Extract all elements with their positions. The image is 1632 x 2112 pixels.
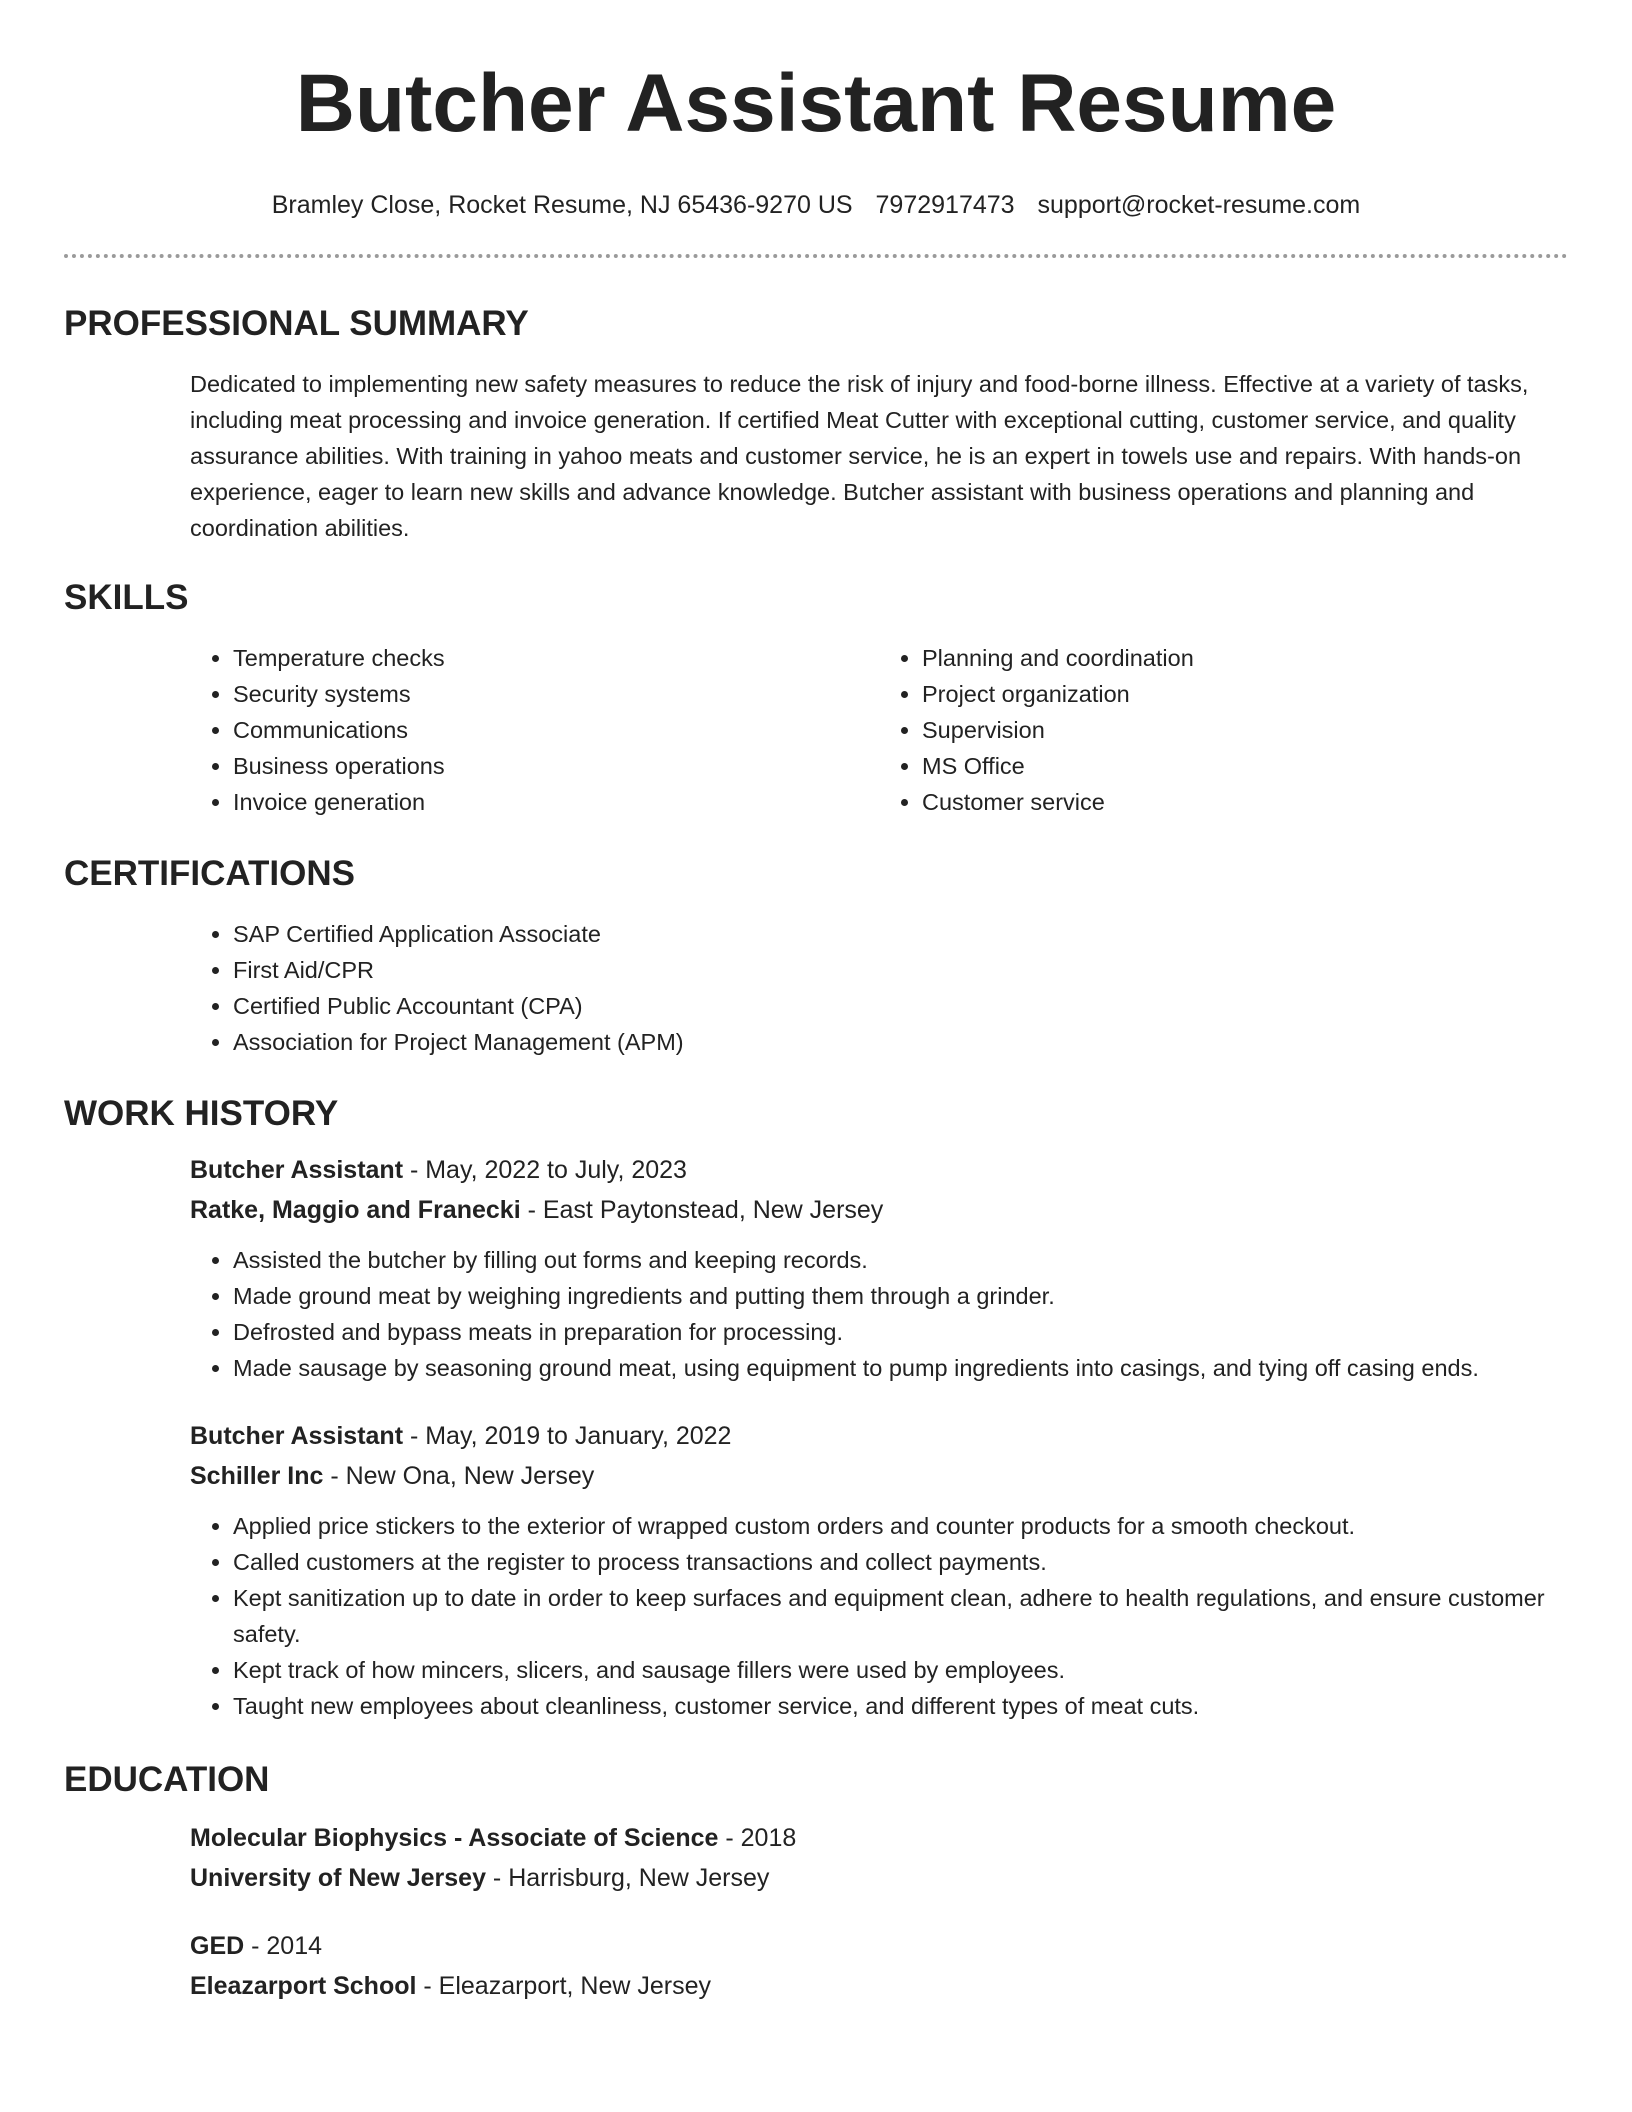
certifications-heading: CERTIFICATIONS (64, 854, 356, 893)
header-divider (64, 254, 1568, 258)
job-bullet: • Defrosted and bypass meats in preparation for processing. (233, 1314, 1568, 1350)
skill-item: • Planning and coordination (922, 640, 1568, 676)
skill-item: • Customer service (922, 784, 1568, 820)
job-company-line (190, 1190, 1568, 1230)
certification-item: • SAP Certified Application Associate (233, 916, 1568, 952)
job-entry (190, 1150, 1568, 1386)
skill-item: • Security systems (233, 676, 879, 712)
job-bullets (190, 1508, 1568, 1724)
skill-item: • Project organization (922, 676, 1568, 712)
job-role: Butcher Assistant (190, 1422, 404, 1450)
job-entry (190, 1416, 1568, 1724)
skills-list (190, 640, 1568, 820)
job-title-line (190, 1416, 1568, 1456)
contact-address: Bramley Close, Rocket Resume, NJ 65436-9270 US (271, 191, 853, 219)
education-school-line (190, 1966, 1568, 2006)
skill-item: • Supervision (922, 712, 1568, 748)
skills-column-left (190, 640, 879, 820)
education-location: - Eleazarport, New Jersey (416, 1972, 711, 2000)
job-dates: - May, 2022 to July, 2023 (403, 1156, 687, 1184)
contact-phone: 7972917473 (875, 191, 1015, 219)
job-bullet: • Kept sanitization up to date in order to keep surfaces and equipment clean, adhere to health regulations, and ensure customer safety. (233, 1580, 1568, 1652)
education-heading: EDUCATION (64, 1760, 270, 1799)
job-bullet: • Assisted the butcher by filling out forms and keeping records. (233, 1242, 1568, 1278)
education-degree-line (190, 1926, 1568, 1966)
summary-heading: PROFESSIONAL SUMMARY (64, 304, 529, 343)
education-school: University of New Jersey (190, 1864, 486, 1892)
certifications-list (190, 916, 1568, 1060)
skill-item: • Temperature checks (233, 640, 879, 676)
contact-line (64, 190, 1568, 220)
education-year: - 2018 (718, 1824, 797, 1852)
education-degree-line (190, 1818, 1568, 1858)
job-bullet: • Made sausage by seasoning ground meat, using equipment to pump ingredients into casings, and tying off casing ends. (233, 1350, 1568, 1386)
job-location: - New Ona, New Jersey (323, 1462, 595, 1490)
resume-title: Butcher Assistant Resume (295, 58, 1337, 149)
work-history-heading: WORK HISTORY (64, 1094, 339, 1133)
job-bullet: • Made ground meat by weighing ingredients and putting them through a grinder. (233, 1278, 1568, 1314)
education-year: - 2014 (244, 1932, 323, 1960)
job-company-line (190, 1456, 1568, 1496)
job-bullet: • Called customers at the register to process transactions and collect payments. (233, 1544, 1568, 1580)
certification-item: • First Aid/CPR (233, 952, 1568, 988)
job-bullet: • Taught new employees about cleanliness, customer service, and different types of meat cuts. (233, 1688, 1568, 1724)
job-location: - East Paytonstead, New Jersey (520, 1196, 884, 1224)
skill-item: • MS Office (922, 748, 1568, 784)
job-title-line (190, 1150, 1568, 1190)
education-entry (190, 1926, 1568, 2006)
education-school-line (190, 1858, 1568, 1898)
job-bullets (190, 1242, 1568, 1386)
education-school: Eleazarport School (190, 1972, 417, 2000)
skill-item: • Business operations (233, 748, 879, 784)
skills-heading: SKILLS (64, 578, 189, 617)
education-entry (190, 1818, 1568, 1898)
job-company: Schiller Inc (190, 1462, 324, 1490)
job-dates: - May, 2019 to January, 2022 (403, 1422, 732, 1450)
skills-column-right (879, 640, 1568, 820)
summary-text: Dedicated to implementing new safety measures to reduce the risk of injury and food-borne illness. Effective at a variety of tasks, including meat processing and invoice generation. If certified Meat Cutter with exceptional cutting, customer service, and quality assurance abilities. With training in yahoo meats and customer service, he is an expert in towels use and repairs. With hands-on experience, eager to learn new skills and advance knowledge. Butcher assistant with business operations and planning and coordination abilities. (190, 371, 1529, 541)
certification-item: • Association for Project Management (APM) (233, 1024, 1568, 1060)
job-company: Ratke, Maggio and Franecki (190, 1196, 521, 1224)
contact-email: support@rocket-resume.com (1037, 191, 1361, 219)
education-degree: GED (190, 1932, 245, 1960)
skill-item: • Communications (233, 712, 879, 748)
skill-item: • Invoice generation (233, 784, 879, 820)
education-location: - Harrisburg, New Jersey (485, 1864, 770, 1892)
job-bullet: • Kept track of how mincers, slicers, and sausage fillers were used by employees. (233, 1652, 1568, 1688)
certification-item: • Certified Public Accountant (CPA) (233, 988, 1568, 1024)
education-degree: Molecular Biophysics - Associate of Science (190, 1824, 719, 1852)
job-role: Butcher Assistant (190, 1156, 404, 1184)
job-bullet: • Applied price stickers to the exterior of wrapped custom orders and counter products for a smooth checkout. (233, 1508, 1568, 1544)
